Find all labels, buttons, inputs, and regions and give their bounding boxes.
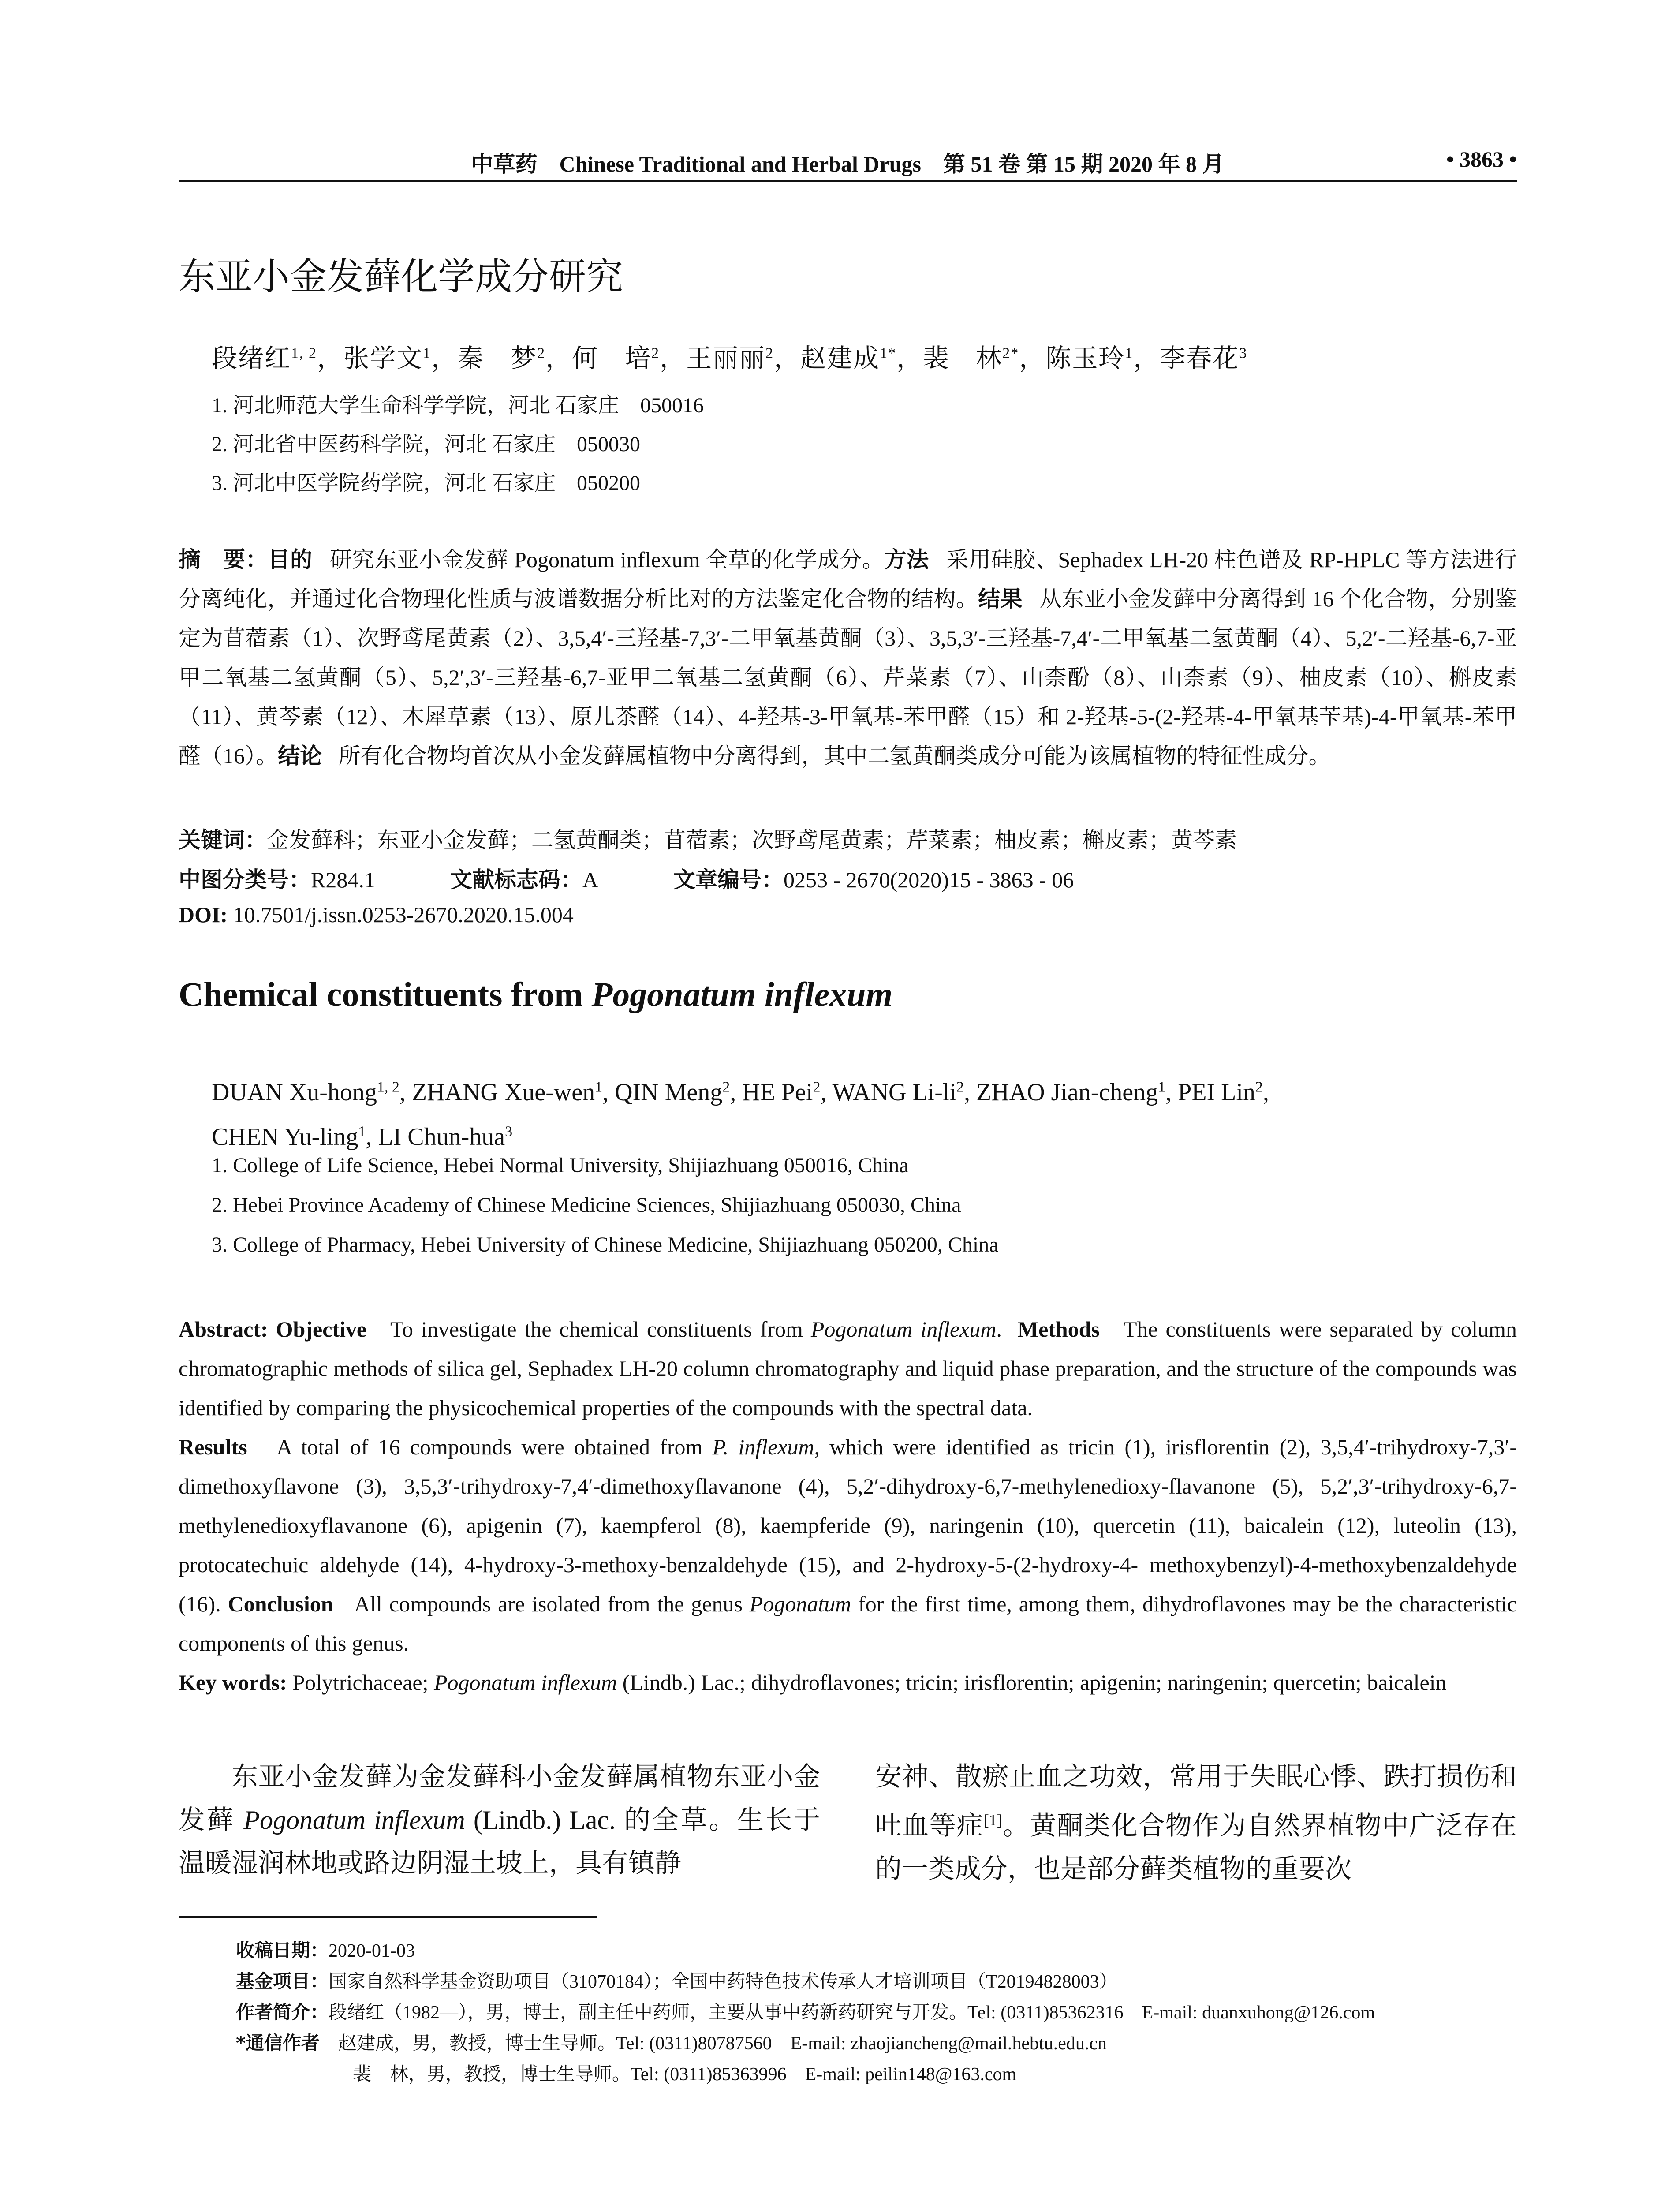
author-zh: 赵建成$^{1*}$， <box>800 344 923 373</box>
clc-label: 中图分类号： <box>179 867 311 893</box>
conclusion-text-en: All compounds are isolated from the genus <box>354 1592 750 1616</box>
author-en: HE Pei$^2$, <box>742 1078 833 1106</box>
body-text-left-column: 东亚小金发藓为金发藓科小金发藓属植物东亚小金发藓 Pogonatum inflexum (Lindb.) Lac. 的全草。生长于温暖湿润林地或路边阴湿土坡上，具有镇静 <box>179 1762 820 1878</box>
methods-label-en: Methods <box>1017 1317 1100 1342</box>
keywords-zh-label: 关键词： <box>179 827 267 853</box>
journal-issue: 第 51 卷 第 15 期 2020 年 8 月 <box>943 152 1225 176</box>
author-en: PEI Lin$^2$, <box>1178 1078 1269 1106</box>
objective-label-zh: 目的 <box>268 547 313 572</box>
author-zh: 何 培$^2$， <box>572 344 687 373</box>
article-number-label: 文章编号： <box>673 867 784 893</box>
affiliation-zh-3: 3. 河北中医学院药学院，河北 石家庄 050200 <box>212 471 641 495</box>
article-number-value: 0253 - 2670(2020)15 - 3863 - 06 <box>783 867 1074 892</box>
footnote-author-bio: 作者简介：段绪红（1982—），男，博士，副主任中药师，主要从事中药新药研究与开发。Tel: (0311)85362316 E-mail: duanxuhong@126.com <box>236 2001 1375 2023</box>
objective-text-zh: 研究东亚小金发藓 Pogonatum inflexum 全草的化学成分。 <box>330 547 885 572</box>
author-zh: 秦 梦$^2$， <box>458 344 572 373</box>
journal-name-en: Chinese Traditional and Herbal Drugs <box>559 152 921 176</box>
body-text-right-column: 安神、散瘀止血之功效，常用于失眠心悸、跌打损伤和吐血等症[1]。黄酮类化合物作为自然界植物中广泛存在的一类成分，也是部分藓类植物的重要次 <box>875 1762 1517 1884</box>
author-en: DUAN Xu-hong$^{1, 2}$, <box>212 1078 412 1106</box>
results-species-en: P. inflexum <box>712 1435 814 1459</box>
author-zh: 段绪红$^{1, 2}$， <box>212 344 344 373</box>
author-en: LI Chun-hua$^3$ <box>378 1123 513 1151</box>
author-en: CHEN Yu-ling$^1$, <box>212 1123 378 1151</box>
affiliation-en-2: 2. Hebei Province Academy of Chinese Medicine Sciences, Shijiazhuang 050030, China <box>212 1193 961 1217</box>
methods-text-zh: 采用硅胶、Sephadex LH-20 柱色谱及 RP-HPLC 等方法进行分离纯化，并通过化合物理化性质与波谱数据分析比对的方法鉴定化合物的结构。 <box>179 547 1517 611</box>
page-number: • 3863 • <box>1446 147 1517 172</box>
objective-text-en: To investigate the chemical constituents from <box>390 1317 811 1342</box>
abstract-zh-label: 摘 要： <box>179 547 268 572</box>
classification-line <box>179 862 1074 894</box>
affiliation-zh-1: 1. 河北师范大学生命科学学院，河北 石家庄 050016 <box>212 394 704 417</box>
footnote-funding: 基金项目：国家自然科学基金资助项目（31070184）；全国中药特色技术传承人才培训项目（T20194828003） <box>236 1970 1118 1992</box>
footnote-divider <box>179 1916 597 1918</box>
author-zh: 张学文$^1$， <box>343 344 458 373</box>
footnote-corresponding: *通信作者 赵建成，男，教授，博士生导师。Tel: (0311)80787560 E-mail: zhaojiancheng@mail.hebtu.edu.cn <box>236 2032 1107 2054</box>
keywords-en-label: Key words: <box>179 1670 287 1695</box>
conclusion-genus-en: Pogonatum <box>749 1592 851 1616</box>
author-list-zh <box>212 337 1247 374</box>
author-zh: 王丽丽$^2$， <box>686 344 801 373</box>
journal-name-zh: 中草药 <box>471 151 538 177</box>
results-text-zh: 从东亚小金发藓中分离得到 16 个化合物，分别鉴定为苜蓿素（1）、次野鸢尾黄素（2）、3,5,4′-三羟基-7,3′-二甲氧基黄酮（3）、3,5,3′-三羟基-7,4′-二甲氧基二氢黄酮（4）、5,2′-二羟基-6,7-亚甲二氧基二氢黄酮（5）、5,2′,3′-三羟基-6,7-亚甲二氧基二氢黄酮（6）、芹菜素（7）、山柰酚（8）、山柰素（9）、柚皮素（10）、槲皮素（11）、黄芩素（12）、木犀草素（13）、原儿茶醛（14）、4-羟基-3-甲氧基-苯甲醛（15）和 2-羟基-5-(2-羟基-4-甲氧基苄基)-4-甲氧基-苯甲醛（16）。 <box>179 587 1517 768</box>
conclusion-label-en: Conclusion <box>228 1592 333 1616</box>
keywords-zh-text: 金发藓科；东亚小金发藓；二氢黄酮类；苜蓿素；次野鸢尾黄素；芹菜素；柚皮素；槲皮素；黄芩素 <box>267 828 1237 852</box>
methods-label-zh: 方法 <box>884 547 929 572</box>
author-list-en <box>212 1067 1517 1157</box>
doc-code-label: 文献标志码： <box>450 867 582 893</box>
results-label-zh: 结果 <box>978 586 1023 612</box>
affiliation-zh-2: 2. 河北省中医药科学院，河北 石家庄 050030 <box>212 433 641 456</box>
author-zh: 陈玉玲$^1$， <box>1045 344 1160 373</box>
footnote-corresponding-2: 裴 林，男，教授，博士生导师。Tel: (0311)85363996 E-mail: peilin148@163.com <box>353 2064 1017 2085</box>
keywords-zh <box>179 822 1237 854</box>
article-title-zh: 东亚小金发藓化学成分研究 <box>179 255 623 298</box>
abstract-en: Abstract: Objective To investigate the chemical constituents from Pogonatum inflexum. Methods The constituents were separated by column chromatographic methods of silica gel, Sephadex LH-20 column chromatography and liquid phase preparation, and the structure of the compounds was identified by comparing the physicochemical properties of the compounds with the spectral data. Results A total of 16 compounds were obtained from P. inflexum, which were identified as tricin (1), irisflorentin (2), 3,5,4′-trihydroxy-7,3′-dimethoxyflavone (3), 3,5,3′-trihydroxy-7,4′-dimethoxyflavanone (4), 5,2′-dihydroxy-6,7-methylenedioxy-flavanone (5), 5,2′,3′-trihydroxy-6,7-methylenedioxyflavanone (6), apigenin (7), kaempferol (8), kaempferide (9), naringenin (10), quercetin (11), baicalein (12), luteolin (13), protocatechuic aldehyde (14), 4-hydroxy-3-methoxy-benzaldehyde (15), and 2-hydroxy-5-(2-hydroxy-4- methoxybenzyl)-4-methoxybenzaldehyde (16). Conclusion All compounds are isolated from the genus Pogonatum for the first time, among them, dihydroflavones may be the characteristic components of this genus. Key words: Polytrichaceae; Pogonatum inflexum (Lindb.) Lac.; dihydroflavones; tricin; irisflorentin; apigenin; naringenin; quercetin; baicalein <box>179 1317 1517 1695</box>
keywords-en-text: Polytrichaceae; <box>287 1670 434 1695</box>
author-en: ZHAO Jian-cheng$^1$, <box>976 1078 1178 1106</box>
objective-species-en: Pogonatum inflexum <box>810 1317 997 1342</box>
doc-code-value: A <box>582 867 598 892</box>
author-zh: 裴 林$^{2*}$， <box>923 344 1046 373</box>
author-en: ZHANG Xue-wen$^1$, <box>411 1078 615 1106</box>
running-head <box>179 140 1517 182</box>
author-en: WANG $Li-li^2$, <box>832 1078 976 1106</box>
affiliation-en-1: 1. College of Life Science, Hebei Normal University, Shijiazhuang 050016, China <box>212 1154 909 1177</box>
conclusion-label-zh: 结论 <box>278 743 322 769</box>
abstract-zh <box>179 540 1517 776</box>
citation-ref[interactable]: [1] <box>983 1811 1002 1829</box>
methods-text-en: The constituents were separated by column chromatographic methods of silica gel, Sephadex LH-20 column chromatography and liquid phase preparation, and the structure of the compounds was identified by comparing the physicochemical properties of the compounds with the spectral data. <box>179 1317 1517 1420</box>
doi-link[interactable]: 10.7501/j.issn.0253-2670.2020.15.004 <box>233 902 574 927</box>
doi-line <box>179 902 574 927</box>
author-en: QIN Meng$^2$, <box>615 1078 743 1106</box>
results-label-en: Results <box>179 1435 247 1459</box>
abstract-en-label: Abstract: Objective <box>179 1317 367 1342</box>
author-zh: 李春花$^3$ <box>1160 344 1248 373</box>
title-species: Pogonatum inflexum <box>591 975 893 1013</box>
body-species: Pogonatum inflexum <box>243 1805 465 1835</box>
footnote-received: 收稿日期：2020-01-03 <box>236 1940 415 1961</box>
clc-value: R284.1 <box>311 867 375 892</box>
running-head-center <box>179 146 1517 178</box>
results-text-en: A total of 16 compounds were obtained from <box>276 1435 713 1459</box>
affiliation-en-3: 3. College of Pharmacy, Hebei University of Chinese Medicine, Shijiazhuang 050200, China <box>212 1233 999 1256</box>
conclusion-text-zh: 所有化合物均首次从小金发藓属植物中分离得到，其中二氢黄酮类成分可能为该属植物的特征性成分。 <box>338 744 1331 768</box>
doi-label: DOI: <box>179 902 228 927</box>
article-title-en: Chemical constituents from Pogonatum inflexum <box>179 975 893 1013</box>
